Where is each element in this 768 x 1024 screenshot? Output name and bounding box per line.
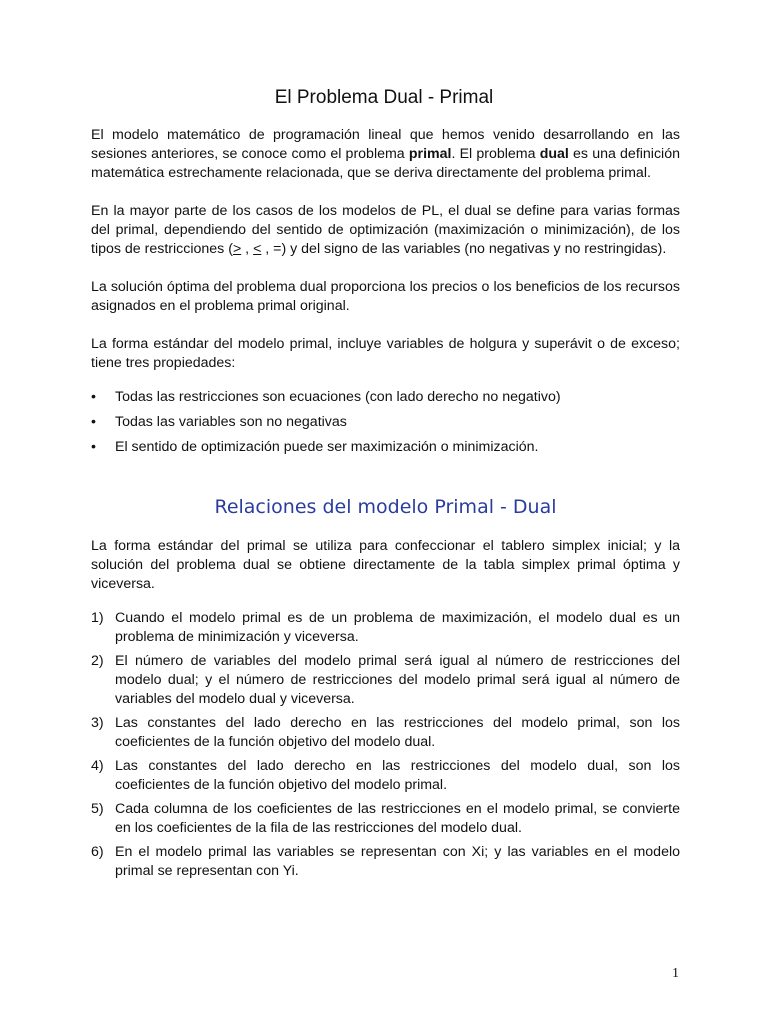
list-number: 6) [91,844,104,860]
list-item [91,609,680,647]
list-item-text: Todas las variables son no negativas [115,414,347,430]
list-item-text: El número de variables del modelo primal será igual al número de restricciones del modelo dual; y el número de restricciones del modelo primal será igual al número de variables del modelo dual y viceversa. [115,653,680,707]
text-run: El modelo matemático de programación lineal que hemos venido desarrollando en las sesiones anteriores, se conoce como el problema [91,127,680,162]
less-equal-symbol: < [253,241,262,257]
list-item [91,714,680,752]
list-number: 3) [91,715,104,731]
list-item [91,757,680,795]
text-run: . El problema [451,146,540,162]
relations-section [91,494,680,886]
paragraph-standard-form: La forma estándar del modelo primal, incluye variables de holgura y superávit o de exceso; tiene tres propiedades: [91,336,680,371]
list-number: 4) [91,758,104,774]
list-number: 2) [91,653,104,669]
page-title: El Problema Dual - Primal [274,87,494,108]
paragraph-simplex: La forma estándar del primal se utiliza para confeccionar el tablero simplex inicial; y la solución del problema dual se obtiene directamente de la tabla simplex primal óptima y viceversa. [91,538,680,592]
bullet-icon: • [91,439,96,455]
text-run: , [241,241,254,257]
section-heading: Relaciones del modelo Primal - Dual [214,496,557,518]
intro-section [91,126,680,463]
list-item-text: Cuando el modelo primal es de un problema de maximización, el modelo dual es un problema de minimización y viceversa. [115,610,680,645]
list-item-text: Las constantes del lado derecho en las restricciones del modelo dual, son los coeficientes de la función objetivo del modelo primal. [115,758,680,793]
text-run: En la mayor parte de los casos de los modelos de PL, el dual se define para varias formas del primal, dependiendo del sentido de optimización (maximización o minimización), de los tipos de restricciones ( [91,203,680,257]
relations-list [91,609,680,881]
list-item [91,413,680,432]
list-item [91,843,680,881]
paragraph-primal-dual-definition [91,126,680,183]
list-item-text: Cada columna de los coeficientes de las restricciones en el modelo primal, se convierte en los coeficientes de la fila de las restricciones del modelo dual. [115,801,680,836]
paragraph-dual-forms [91,202,680,259]
bold-term-primal: primal [408,146,452,162]
list-item [91,800,680,838]
page-number: 1 [672,966,679,981]
list-item [91,388,680,407]
list-item [91,438,680,457]
list-number: 1) [91,610,104,626]
list-item-text: Todas las restricciones son ecuaciones (con lado derecho no negativo) [115,389,561,405]
greater-equal-symbol: > [232,241,242,257]
text-run: es una definición matemática estrechamente relacionada, que se deriva directamente del problema primal. [91,146,680,181]
text-run: , =) y del signo de las variables (no negativas y no restringidas). [261,241,667,257]
list-item [91,652,680,709]
bold-term-dual: dual [539,146,569,162]
paragraph-optimal-solution: La solución óptima del problema dual proporciona los precios o los beneficios de los recursos asignados en el problema primal original. [91,279,680,314]
properties-list [91,388,680,457]
list-number: 5) [91,801,104,817]
list-item-text: El sentido de optimización puede ser maximización o minimización. [115,439,539,455]
bullet-icon: • [91,389,96,405]
bullet-icon: • [91,414,96,430]
list-item-text: Las constantes del lado derecho en las restricciones del modelo primal, son los coeficientes de la función objetivo del modelo dual. [115,715,680,750]
list-item-text: En el modelo primal las variables se representan con Xi; y las variables en el modelo primal se representan con Yi. [115,844,680,879]
